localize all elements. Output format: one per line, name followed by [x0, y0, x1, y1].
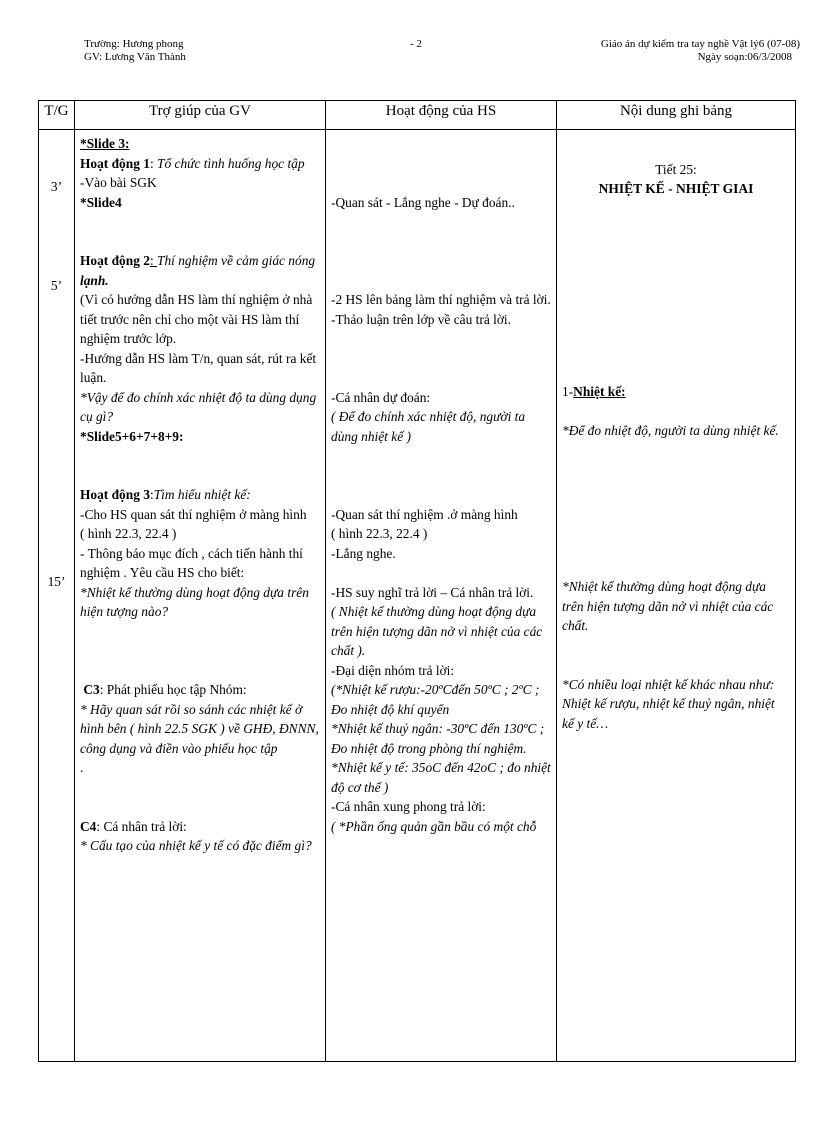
time-column	[39, 130, 75, 1062]
hs-line: dùng nhiệt kế )	[331, 428, 411, 444]
time-15: 15’	[47, 573, 66, 589]
gv-line: (Vì có hướng dẫn HS làm thí nghiệm ở nhà	[80, 292, 313, 307]
gv-line: *Slide4	[80, 194, 122, 210]
gv-line: hình bên ( hình 22.5 SGK ) về GHĐ, ĐNNN,	[80, 721, 319, 736]
gv-line: -Vào bài SGK	[80, 175, 157, 190]
hs-line: -2 HS lên bảng làm thí nghiệm và trả lời.	[331, 292, 551, 307]
gv-line: nghiệm . Yêu cầu HS cho biết:	[80, 565, 245, 580]
school-name: Trường: Hương phong	[84, 38, 184, 50]
gv-line: :	[149, 155, 158, 171]
hs-line: -Quan sát thí nghiệm .ở màng hình	[331, 506, 518, 522]
lesson-plan-table	[38, 100, 796, 1062]
nd-line: *Có nhiều loại nhiệt kế khác nhau như:	[562, 676, 775, 692]
nd-line: trên hiện tượng dãn nở vì nhiệt của các	[562, 598, 774, 614]
hs-line: ( *Phần ống quản gần bầu có một chỗ	[331, 818, 537, 834]
nd-line: kế y tế…	[562, 715, 609, 731]
section-heading: Nhiệt kế:	[573, 384, 626, 399]
hs-line: ( Nhiệt kế thường dùng hoạt động dựa	[331, 604, 537, 619]
hs-line: -HS suy nghĩ trả lời – Cá nhân trả lời.	[331, 584, 534, 600]
hs-line: Đo nhiệt độ khí quyển	[331, 701, 450, 717]
hs-line: -Cá nhân dự đoán:	[331, 389, 431, 405]
gv-line: tiết trước nên chỉ cho một vài HS làm thí	[80, 311, 300, 327]
gv-line: * Cấu tạo của nhiệt kế y tế có đặc điểm gì?	[80, 838, 312, 853]
gv-line: : Cá nhân trả lời:	[96, 818, 187, 834]
lesson-number: Tiết 25:	[655, 161, 697, 177]
gv-line: *Slide5+6+7+8+9:	[80, 428, 184, 444]
gv-line: Hoạt động 1	[80, 155, 150, 171]
header-student-activity: Hoạt động của HS	[326, 101, 557, 130]
hs-line: -Quan sát - Lắng nghe - Dự đoán..	[331, 194, 515, 210]
gv-line: :	[149, 487, 154, 502]
gv-line: Tổ chức tình huống học tập	[157, 155, 305, 171]
hs-line: -Đại diện nhóm trả lời:	[331, 662, 455, 678]
hs-line: *Nhiệt kế thuỷ ngân: -30ºC đến 130ºC ;	[331, 721, 545, 736]
table-row	[39, 130, 796, 1062]
gv-line: luận.	[80, 370, 107, 385]
table-header-row	[39, 101, 796, 130]
board-content-column	[557, 130, 796, 1062]
preparation-date: Ngày soạn:06/3/2008	[697, 51, 792, 63]
hs-line: ( hình 22.3, 22.4 )	[331, 526, 428, 541]
hs-line: *Nhiệt kế y tế: 35oC đến 42oC ; đo nhiệt	[331, 760, 551, 775]
hs-line: chất ).	[331, 643, 366, 658]
header-right	[600, 38, 800, 64]
gv-line: công dụng và điền vào phiếu học tập	[80, 740, 278, 756]
header-time: T/G	[39, 101, 75, 130]
gv-line: *Nhiệt kế thường dùng hoạt động dựa trên	[80, 584, 309, 600]
nd-line: 1-	[562, 384, 574, 399]
gv-line: -Hướng dẫn HS làm T/n, quan sát, rút ra kết	[80, 350, 317, 366]
hs-line: -Lắng nghe.	[331, 545, 396, 561]
hs-line: (*Nhiệt kế rượu:-20ºCđến 50ºC ; 2ºC ;	[331, 682, 540, 697]
gv-line: cụ gì?	[80, 409, 114, 424]
hs-line: -Cá nhân xung phong trả lời:	[331, 799, 486, 814]
document-title: Giáo án dự kiểm tra tay nghề Vật lý6 (07-08)	[600, 38, 800, 50]
gv-line: - Thông báo mục đích , cách tiến hành thí	[80, 545, 303, 561]
gv-line: lạnh.	[80, 272, 109, 288]
gv-line: *Vậy để đo chính xác nhiệt độ ta dùng dụng	[80, 389, 317, 405]
nd-line: *Nhiệt kế thường dùng hoạt động dựa	[562, 579, 766, 594]
gv-line: C3	[83, 682, 100, 697]
header-left	[84, 38, 186, 64]
gv-line: ( hình 22.3, 22.4 )	[80, 526, 177, 541]
gv-line: Hoạt động 2	[80, 253, 150, 268]
gv-line: nghiệm trước lớp.	[80, 331, 177, 346]
gv-line: hiện tượng nào?	[80, 604, 169, 619]
header-teacher-support: Trợ giúp của GV	[75, 101, 326, 130]
teacher-name: GV: Lương Văn Thành	[84, 51, 186, 63]
time-5: 5’	[50, 278, 63, 293]
gv-line: -Cho HS quan sát thí nghiệm ở màng hình	[80, 506, 307, 522]
gv-line: Thí nghiệm về cảm giác nóng	[157, 253, 316, 268]
gv-line: :	[149, 253, 158, 268]
gv-line: Tìm hiểu nhiệt kế:	[153, 487, 251, 502]
hs-line: trên hiện tượng dãn nở vì nhiệt của các	[331, 623, 543, 639]
page-number: - 2	[410, 38, 422, 50]
hs-line: độ cơ thể )	[331, 779, 389, 795]
gv-line: * Hãy quan sát rồi so sánh các nhiệt kế ở	[80, 701, 303, 717]
hs-line: Đo nhiệt độ trong phòng thí nghiệm.	[331, 740, 527, 756]
student-column	[326, 130, 557, 1062]
teacher-column	[75, 130, 326, 1062]
gv-line: .	[80, 760, 84, 775]
hs-line: ( Để đo chính xác nhiệt độ, người ta	[331, 409, 526, 424]
gv-line: C4	[80, 818, 97, 834]
nd-line: chất.	[562, 618, 589, 633]
gv-line: : Phát phiếu học tập Nhóm:	[99, 682, 247, 697]
nd-line: Nhiệt kế rượu, nhiệt kế thuỷ ngân, nhiệt	[562, 696, 775, 711]
gv-line: *Slide 3:	[80, 136, 130, 151]
gv-line: Hoạt động 3	[80, 487, 150, 502]
lesson-title: NHIỆT KẾ - NHIỆT GIAI	[598, 181, 754, 196]
nd-line: *Để đo nhiệt độ, người ta dùng nhiệt kế.	[562, 423, 779, 438]
header-board-content: Nội dung ghi bảng	[557, 101, 796, 130]
hs-line: -Thảo luận trên lớp về câu trả lời.	[331, 311, 511, 327]
time-3: 3’	[50, 178, 63, 194]
